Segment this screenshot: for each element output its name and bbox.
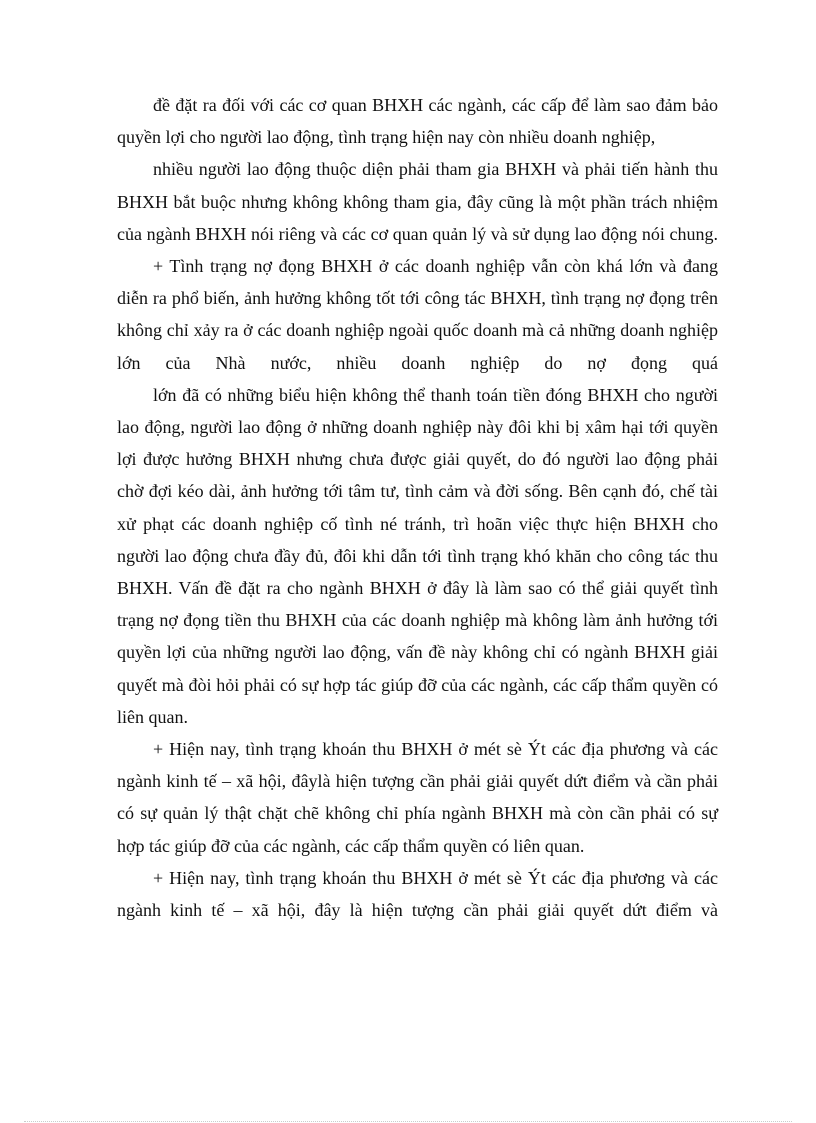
paragraph-2: nhiều người lao động thuộc diện phải tham gia BHXH và phải tiến hành thu BHXH bắt buộc nhưng không không tham gia, đây cũng là một phần trách nhiệm của ngành BHXH nói riêng và các cơ quan quản lý và sử dụng lao động nói chung. (117, 159, 718, 244)
paragraph-1: đề đặt ra đối với các cơ quan BHXH các ngành, các cấp để làm sao đảm bảo quyền lợi cho người lao động, tình trạng hiện nay còn nhiều doanh nghiệp, (117, 95, 718, 148)
paragraph-5: + Hiện nay, tình trạng khoán thu BHXH ở mét sè Ýt các địa phương và các ngành kinh tế – xã hội, đâylà hiện tượng cần phải giải quyết dứt điểm và cần phải có sự quản lý thật chặt chẽ không chỉ phía ngành BHXH mà còn cần phải có sự hợp tác giúp đỡ của các ngành, các cấp thẩm quyền có liên quan. (117, 739, 718, 856)
page-bottom-divider (24, 1121, 792, 1122)
paragraph-4: lớn đã có những biểu hiện không thể thanh toán tiền đóng BHXH cho người lao động, người lao động ở những doanh nghiệp này đôi khi bị xâm hại tới quyền lợi được hưởng BHXH nhưng chưa được giải quyết, do đó người lao động phải chờ đợi kéo dài, ảnh hưởng tới tâm tư, tình cảm và đời sống. Bên cạnh đó, chế tài xử phạt các doanh nghiệp cố tình né tránh, trì hoãn việc thực hiện BHXH cho người lao động chưa đầy đủ, đôi khi dẫn tới tình trạng khó khăn cho công tác thu BHXH. Vấn đề đặt ra cho ngành BHXH ở đây là làm sao có thể giải quyết tình trạng nợ đọng tiền thu BHXH của các doanh nghiệp mà không làm ảnh hưởng tới quyền lợi của những người lao động, vấn đề này không chỉ có ngành BHXH giải quyết mà đòi hỏi phải có sự hợp tác giúp đỡ của các ngành, các cấp thẩm quyền có liên quan. (117, 384, 718, 727)
document-body (117, 89, 718, 926)
paragraph-3: + Tình trạng nợ đọng BHXH ở các doanh nghiệp vẫn còn khá lớn và đang diễn ra phổ biến, ảnh hưởng không tốt tới công tác BHXH, tình trạng nợ đọng trên không chỉ xảy ra ở các doanh nghiệp ngoài quốc doanh mà cả những doanh nghiệp lớn của Nhà nước, nhiều doanh nghiệp do nợ đọng quá (117, 256, 718, 373)
paragraph-6: + Hiện nay, tình trạng khoán thu BHXH ở mét sè Ýt các địa phương và các ngành kinh tế – xã hội, đây là hiện tượng cần phải giải quyết dứt điểm và (117, 867, 718, 921)
